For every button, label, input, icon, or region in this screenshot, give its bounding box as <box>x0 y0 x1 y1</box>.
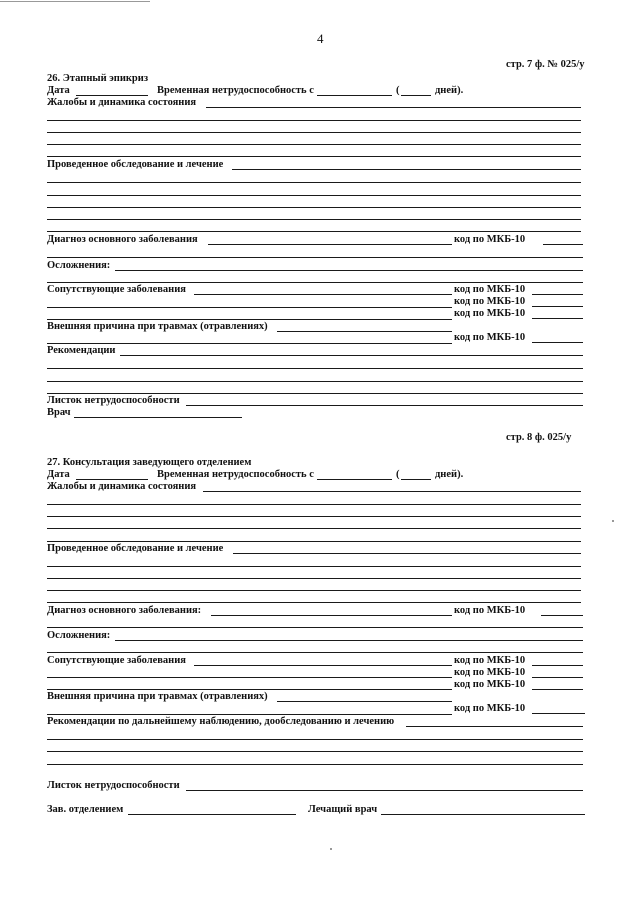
days-open-paren: ( <box>396 85 400 96</box>
doctor-label: Врач <box>47 407 71 418</box>
complaints-line[interactable] <box>47 528 581 529</box>
comorbid-line[interactable] <box>47 307 452 308</box>
exam-line[interactable] <box>47 566 581 567</box>
complaints-field[interactable] <box>206 107 581 108</box>
scan-edge-line <box>0 1 150 2</box>
exam-line[interactable] <box>47 207 581 208</box>
complaints-line[interactable] <box>47 132 581 133</box>
complaints-line[interactable] <box>47 516 581 517</box>
diagnosis-line[interactable] <box>47 627 583 628</box>
icd-code-field[interactable] <box>532 342 583 343</box>
complaints-line[interactable] <box>47 541 581 542</box>
disability-label: Временная нетрудоспособность с <box>157 469 314 480</box>
sick-leave-label: Листок нетрудоспособности <box>47 395 180 406</box>
sick-leave-label: Листок нетрудоспособности <box>47 780 180 791</box>
comorbid-line[interactable] <box>47 319 452 320</box>
external-cause-field[interactable] <box>277 331 452 332</box>
icd-code-field[interactable] <box>532 677 583 678</box>
icd-code-label: код по МКБ-10 <box>454 605 526 616</box>
comorbid-field[interactable] <box>194 665 452 666</box>
icd-code-label: код по МКБ-10 <box>454 679 526 690</box>
external-cause-line[interactable] <box>47 714 452 715</box>
external-cause-label: Внешняя причина при травмах (отравлениях) <box>47 321 268 332</box>
icd-code-label: код по МКБ-10 <box>454 655 526 666</box>
icd-code-field[interactable] <box>532 713 585 714</box>
icd-code-field[interactable] <box>532 689 583 690</box>
icd-code-label: код по МКБ-10 <box>454 234 526 245</box>
diagnosis-field[interactable] <box>211 615 452 616</box>
days-label: дней). <box>435 469 464 480</box>
icd-code-field[interactable] <box>532 318 583 319</box>
form-reference: стр. 7 ф. № 025/у <box>506 59 585 70</box>
exam-line[interactable] <box>47 195 581 196</box>
external-cause-line[interactable] <box>47 343 452 344</box>
attending-doctor-signature-field[interactable] <box>381 814 585 815</box>
comorbid-line[interactable] <box>47 677 452 678</box>
exam-field[interactable] <box>232 169 581 170</box>
recommendations-line[interactable] <box>47 739 583 740</box>
date-label: Дата <box>47 469 70 480</box>
exam-line[interactable] <box>47 182 581 183</box>
exam-line[interactable] <box>47 578 581 579</box>
section-heading: 26. Этапный эпикриз <box>47 73 149 84</box>
diagnosis-label: Диагноз основного заболевания <box>47 234 198 245</box>
days-count-field[interactable] <box>401 95 431 96</box>
complications-line[interactable] <box>47 282 583 283</box>
recommendations-label: Рекомендации по дальнейшему наблюдению, дообследованию и лечению <box>47 716 395 727</box>
icd-code-label: код по МКБ-10 <box>454 308 526 319</box>
exam-line[interactable] <box>47 219 581 220</box>
disability-label: Временная нетрудоспособность с <box>157 85 314 96</box>
exam-line[interactable] <box>47 590 581 591</box>
diagnosis-line[interactable] <box>47 257 583 258</box>
head-of-dept-signature-field[interactable] <box>128 814 296 815</box>
disability-start-field[interactable] <box>317 95 392 96</box>
icd-code-label: код по МКБ-10 <box>454 667 526 678</box>
complaints-field[interactable] <box>203 491 581 492</box>
complications-field[interactable] <box>115 270 583 271</box>
date-field[interactable] <box>76 95 148 96</box>
comorbid-label: Сопутствующие заболевания <box>47 284 186 295</box>
sick-leave-field[interactable] <box>186 405 583 406</box>
sick-leave-field[interactable] <box>186 790 583 791</box>
recommendations-line[interactable] <box>47 368 583 369</box>
icd-code-label: код по МКБ-10 <box>454 703 526 714</box>
head-of-dept-label: Зав. отделением <box>47 804 124 815</box>
recommendations-field[interactable] <box>120 355 583 356</box>
exam-label: Проведенное обследование и лечение <box>47 159 224 170</box>
exam-line[interactable] <box>47 231 581 232</box>
exam-label: Проведенное обследование и лечение <box>47 543 224 554</box>
comorbid-line[interactable] <box>47 689 452 690</box>
exam-line[interactable] <box>47 602 581 603</box>
recommendations-label: Рекомендации <box>47 345 116 356</box>
complaints-line[interactable] <box>47 120 581 121</box>
complications-label: Осложнения: <box>47 260 111 271</box>
recommendations-line[interactable] <box>47 764 583 765</box>
external-cause-label: Внешняя причина при травмах (отравлениях) <box>47 691 268 702</box>
comorbid-field[interactable] <box>194 294 452 295</box>
complications-label: Осложнения: <box>47 630 111 641</box>
complaints-label: Жалобы и динамика состояния <box>47 481 197 492</box>
icd-code-label: код по МКБ-10 <box>454 284 526 295</box>
complications-line[interactable] <box>47 652 583 653</box>
exam-field[interactable] <box>233 553 581 554</box>
diagnosis-field[interactable] <box>208 244 452 245</box>
recommendations-line[interactable] <box>47 381 583 382</box>
scan-speck <box>612 520 614 522</box>
external-cause-field[interactable] <box>277 701 452 702</box>
scan-speck <box>330 848 332 850</box>
days-label: дней). <box>435 85 464 96</box>
complications-field[interactable] <box>115 640 583 641</box>
recommendations-field[interactable] <box>406 726 583 727</box>
complaints-line[interactable] <box>47 156 581 157</box>
complaints-label: Жалобы и динамика состояния <box>47 97 197 108</box>
icd-code-field[interactable] <box>532 665 583 666</box>
attending-doctor-label: Лечащий врач <box>308 804 378 815</box>
icd-code-field[interactable] <box>532 306 583 307</box>
recommendations-line[interactable] <box>47 393 583 394</box>
complaints-line[interactable] <box>47 504 581 505</box>
complaints-line[interactable] <box>47 144 581 145</box>
diagnosis-label: Диагноз основного заболевания: <box>47 605 202 616</box>
icd-code-label: код по МКБ-10 <box>454 332 526 343</box>
icd-code-field[interactable] <box>541 615 583 616</box>
doctor-signature-field[interactable] <box>74 417 242 418</box>
icd-code-label: код по МКБ-10 <box>454 296 526 307</box>
form-reference: стр. 8 ф. 025/у <box>506 432 572 443</box>
section-heading: 27. Консультация заведующего отделением <box>47 457 252 468</box>
page-number: 4 <box>317 31 324 46</box>
date-field[interactable] <box>76 479 148 480</box>
days-count-field[interactable] <box>401 479 431 480</box>
recommendations-line[interactable] <box>47 751 583 752</box>
days-open-paren: ( <box>396 469 400 480</box>
icd-code-field[interactable] <box>543 244 583 245</box>
icd-code-field[interactable] <box>532 294 583 295</box>
date-label: Дата <box>47 85 70 96</box>
comorbid-label: Сопутствующие заболевания <box>47 655 186 666</box>
disability-start-field[interactable] <box>317 479 392 480</box>
